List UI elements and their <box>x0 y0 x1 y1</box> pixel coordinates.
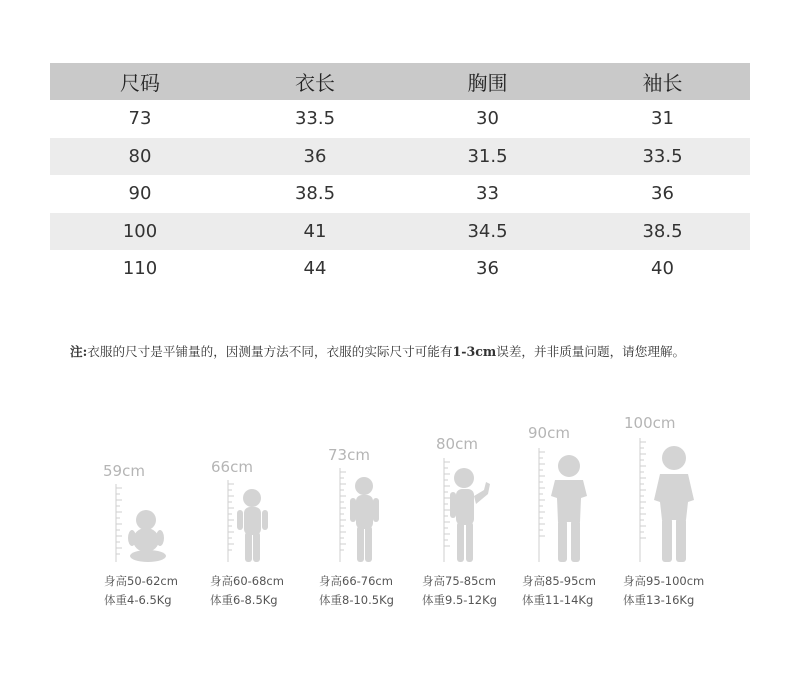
ruler-toddler-icon <box>222 478 282 566</box>
cell-chest: 36 <box>476 258 499 280</box>
cell-length: 33.5 <box>294 108 336 130</box>
height-label: 73cm <box>328 446 370 464</box>
height-label: 90cm <box>528 424 570 442</box>
cell-chest: 33 <box>476 183 499 205</box>
cell-chest: 30 <box>476 108 499 130</box>
growth-caption <box>623 572 704 610</box>
cell-size: 110 <box>122 258 158 280</box>
cell-sleeve: 33.5 <box>642 145 683 167</box>
measurement-note <box>70 341 770 360</box>
ruler-boy-icon <box>533 446 603 566</box>
ruler-sitting-baby-icon <box>110 482 170 564</box>
body-height: 身高50-62cm <box>104 574 178 588</box>
cell-size: 73 <box>128 108 152 130</box>
body-weight: 体重8-10.5Kg <box>319 593 394 607</box>
body-height: 身高95-100cm <box>623 574 705 588</box>
cell-chest: 31.5 <box>467 145 508 167</box>
body-weight: 体重13-16Kg <box>623 593 695 607</box>
cell-size: 90 <box>128 183 152 205</box>
table-header <box>50 63 750 100</box>
table-row <box>50 250 750 288</box>
size-table <box>50 63 750 288</box>
header-size: 尺码 <box>120 71 160 95</box>
cell-sleeve: 40 <box>651 258 674 280</box>
height-label: 66cm <box>211 458 253 476</box>
cell-length: 44 <box>303 258 327 280</box>
table-row <box>50 138 750 176</box>
header-chest: 胸围 <box>467 71 508 95</box>
cell-size: 80 <box>128 145 152 167</box>
cell-sleeve: 38.5 <box>642 220 683 242</box>
note-text-after: 误差，并非质量问题，请您理解。 <box>496 344 686 359</box>
cell-chest: 34.5 <box>467 220 508 242</box>
cell-length: 38.5 <box>294 183 336 205</box>
body-weight: 体重6-8.5Kg <box>210 593 278 607</box>
height-label: 59cm <box>103 462 145 480</box>
body-height: 身高66-76cm <box>319 574 393 588</box>
body-weight: 体重11-14Kg <box>522 593 594 607</box>
growth-caption <box>210 572 284 610</box>
table-row <box>50 100 750 138</box>
note-text-before: 衣服的尺寸是平铺量的，因测量方法不同，衣服的实际尺寸可能有 <box>87 344 453 359</box>
growth-caption <box>104 572 178 610</box>
table-row <box>50 213 750 251</box>
header-length: 衣长 <box>295 71 335 95</box>
cell-sleeve: 36 <box>651 183 674 205</box>
ruler-child-waving-icon <box>438 456 498 566</box>
cell-sleeve: 31 <box>651 108 674 130</box>
height-label: 80cm <box>436 435 478 453</box>
height-label: 100cm <box>624 414 676 432</box>
header-sleeve: 袖长 <box>642 71 683 95</box>
cell-size: 100 <box>122 220 158 242</box>
body-height: 身高75-85cm <box>422 574 496 588</box>
ruler-tall-boy-icon <box>634 436 706 566</box>
table-row <box>50 175 750 213</box>
growth-caption <box>422 572 497 610</box>
cell-length: 36 <box>303 145 327 167</box>
growth-caption <box>522 572 596 610</box>
note-prefix: 注: <box>70 344 88 359</box>
body-weight: 体重9.5-12Kg <box>422 593 497 607</box>
ruler-child-icon <box>334 466 394 566</box>
body-height: 身高85-95cm <box>522 574 596 588</box>
body-weight: 体重4-6.5Kg <box>104 593 172 607</box>
growth-caption <box>319 572 394 610</box>
body-height: 身高60-68cm <box>210 574 284 588</box>
note-emphasis: 1-3cm <box>452 344 497 359</box>
cell-length: 41 <box>303 220 327 242</box>
